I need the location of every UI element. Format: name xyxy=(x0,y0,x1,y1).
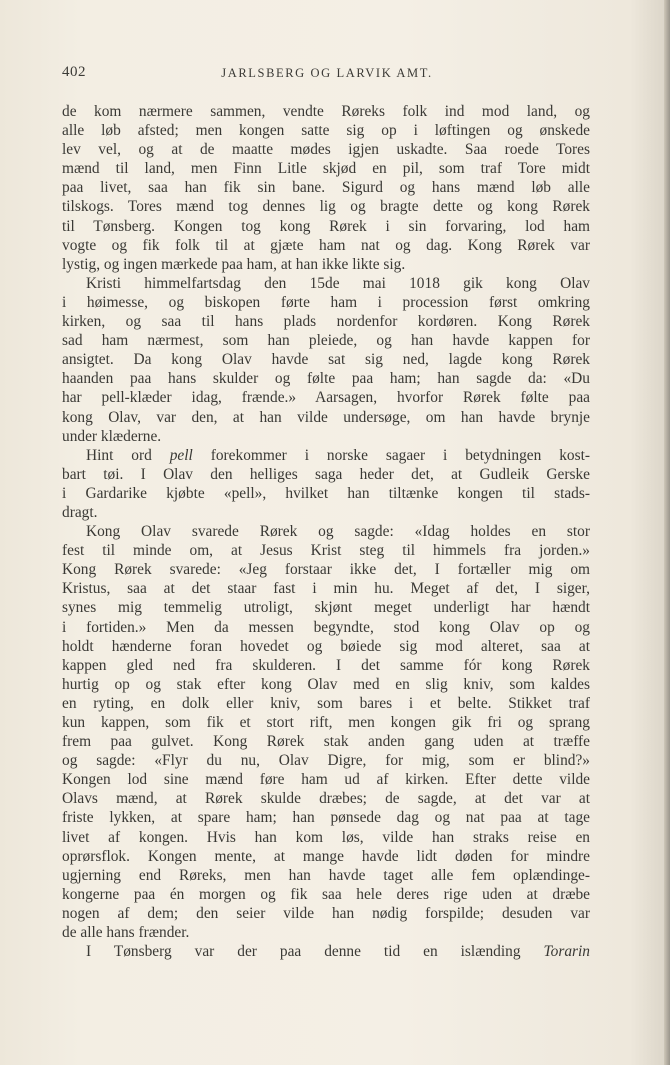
text-line xyxy=(62,408,590,427)
text-line xyxy=(62,885,590,904)
text-line-content: Olavs mænd, at Rørek skulde dræbes; de sagde, at det var at xyxy=(62,790,590,808)
text-line-content: oprørsflok. Kongen mente, at mange havde lidt døden for mindre xyxy=(62,847,590,865)
text-line-content: i fortiden.» Men da messen begyndte, stod kong Olav op og xyxy=(62,618,590,636)
text-line xyxy=(62,102,590,121)
text-line xyxy=(62,217,590,236)
text-line xyxy=(62,541,590,560)
text-line-content: i høimesse, og biskopen førte ham i procession først omkring xyxy=(62,293,590,311)
text-line xyxy=(62,255,590,274)
text-line-content: Kristus, saa at det staar fast i min hu. Meget af det, I siger, xyxy=(62,580,590,598)
text-line-content: kun kappen, som fik et stort rift, men kongen gik fri og sprang xyxy=(62,714,590,731)
text-line xyxy=(62,828,590,847)
text-line xyxy=(62,522,590,541)
text-line xyxy=(62,866,590,885)
text-line-content: kong Olav, var den, at han vilde undersøge, om han havde brynje xyxy=(62,408,590,426)
italic-term: Torarin xyxy=(543,943,590,961)
text-line xyxy=(62,121,590,140)
text-line xyxy=(62,675,590,694)
text-line xyxy=(62,350,590,369)
page-edge-shadow xyxy=(664,0,670,1065)
text-line xyxy=(62,312,590,331)
text-line-content: hurtig op og stak efter kong Olav med en slig kniv, som kaldes xyxy=(62,675,590,693)
text-line xyxy=(62,503,590,522)
text-line xyxy=(62,293,590,312)
text-line xyxy=(62,751,590,770)
text-line-content: og sagde: «Flyr du nu, Olav Digre, for mig, som er blind?» xyxy=(62,752,590,770)
text-line xyxy=(62,618,590,637)
text-line-rest: forekommer i norske sagaer i betydningen kost- xyxy=(210,446,591,464)
text-line xyxy=(62,713,590,732)
text-line-content: haanden paa hans skulder og følte paa ham; han sagde da: «Du xyxy=(62,370,590,388)
text-line-content: mænd til land, men Finn Litle skjød en pil, som traf Tore midt xyxy=(62,160,590,178)
text-line xyxy=(62,446,590,465)
text-line-content: til Tønsberg. Kongen tog kong Rørek i sin forvaring, lod ham xyxy=(62,217,590,235)
text-line xyxy=(62,388,590,407)
text-line xyxy=(62,560,590,579)
running-title: JARLSBERG OG LARVIK AMT. xyxy=(221,66,433,80)
text-line xyxy=(62,331,590,350)
text-line-content: lystig, og ingen mærkede paa ham, at han ikke likte sig. xyxy=(62,255,406,273)
text-line-content: lev vel, og at de maatte mødes igjen uskadte. Saa roede Tores xyxy=(62,141,590,159)
text-line xyxy=(62,637,590,656)
text-line-content: paa livet, saa han fik sin bane. Sigurd og hans mænd løb alle xyxy=(62,179,590,197)
text-line-content: frem paa gulvet. Kong Rørek stak anden gang uden at træffe xyxy=(62,733,590,751)
text-line-content: kirken, og saa til hans plads nordenfor kordøren. Kong Rørek xyxy=(62,313,590,331)
text-line-content: livet af kongen. Hvis han kom løs, vilde han straks reise en xyxy=(62,828,590,846)
text-line xyxy=(62,789,590,808)
text-line-content: Kong Rørek svarede: «Jeg forstaar ikke det, I fortæller mig om xyxy=(62,561,590,579)
text-line xyxy=(62,656,590,675)
text-line-content: sad ham nærmest, som han pleiede, og han havde kappen for xyxy=(62,332,590,350)
text-line-content: nogen af dem; den seier vilde han nødig forspilde; desuden var xyxy=(62,904,590,922)
text-line xyxy=(62,732,590,751)
text-line-content: har pell-klæder idag, frænde.» Aarsagen, hvorfor Rørek følte paa xyxy=(62,389,590,407)
text-line-content: ugjerning end Røreks, men han havde taget alle fem oplændinge- xyxy=(62,866,590,884)
text-line-content: Kong Olav svarede Rørek og sagde: «Idag holdes en stor xyxy=(86,523,590,541)
text-line-content: alle løb afsted; men kongen satte sig op i løftingen og ønskede xyxy=(62,122,590,140)
text-line-content: de kom nærmere sammen, vendte Røreks folk ind mod land, og xyxy=(62,103,590,120)
text-line-content: tilskogs. Tores mænd tog dennes lig og bragte dette og kong Rørek xyxy=(62,198,590,216)
text-line xyxy=(62,904,590,923)
text-line xyxy=(62,236,590,255)
text-line-content: dragt. xyxy=(62,503,98,521)
text-line-content: bart tøi. I Olav den helliges saga heder det, at Gudleik Gerske xyxy=(62,465,590,483)
text-line-content: kongerne paa én morgen og fik saa hele deres rige uden at dræbe xyxy=(62,885,590,903)
text-line xyxy=(62,369,590,388)
text-line xyxy=(62,770,590,789)
text-line-content: de alle hans frænder. xyxy=(62,924,190,942)
text-line-content: friste lykken, at spare ham; han pønsede dag og nat paa at tage xyxy=(62,809,590,827)
italic-term: pell xyxy=(169,446,193,464)
text-line-content: vogte og fik folk til at gjæte ham nat og dag. Kong Rørek var xyxy=(62,236,590,254)
text-line xyxy=(62,274,590,293)
text-line xyxy=(62,923,590,942)
text-line xyxy=(62,579,590,598)
text-line xyxy=(62,159,590,178)
text-line-content: ansigtet. Da kong Olav havde sat sig ned, lagde kong Rørek xyxy=(62,351,590,369)
text-line-content: under klæderne. xyxy=(62,427,162,445)
page-number: 402 xyxy=(62,64,86,80)
text-line xyxy=(62,484,590,503)
text-line-content: fest til minde om, at Jesus Krist steg til himmels fra jorden.» xyxy=(62,542,590,560)
text-line-content: i Gardarike kjøbte «pell», hvilket han tiltænke kongen til stads- xyxy=(62,484,590,502)
text-line-content: en ryting, en dolk eller kniv, som bares i et belte. Stikket traf xyxy=(62,694,590,712)
text-line-content: holdt hænderne foran hovedet og bøiede sig mod alteret, saa at xyxy=(62,637,590,655)
text-line xyxy=(62,847,590,866)
text-line-content: synes mig temmelig utroligt, skjønt meget underligt har hændt xyxy=(62,599,590,617)
text-line-content: Hint ord xyxy=(86,446,152,464)
text-line xyxy=(62,178,590,197)
text-line-content: kappen gled ned fra skulderen. I det samme fór kong Rørek xyxy=(62,656,590,674)
body-text xyxy=(62,102,590,961)
text-line-content: Kristi himmelfartsdag den 15de mai 1018 gik kong Olav xyxy=(86,274,590,292)
text-line xyxy=(62,598,590,617)
text-line-content: I Tønsberg var der paa denne tid en islænding xyxy=(86,943,521,961)
text-line xyxy=(62,465,590,484)
text-line xyxy=(62,694,590,713)
text-line-content: Kongen lod sine mænd føre ham ud af kirken. Efter dette vilde xyxy=(62,771,590,789)
text-line xyxy=(62,942,590,961)
page-header xyxy=(62,64,592,88)
text-line xyxy=(62,808,590,827)
text-line xyxy=(62,140,590,159)
text-line xyxy=(62,197,590,216)
text-line xyxy=(62,427,590,446)
